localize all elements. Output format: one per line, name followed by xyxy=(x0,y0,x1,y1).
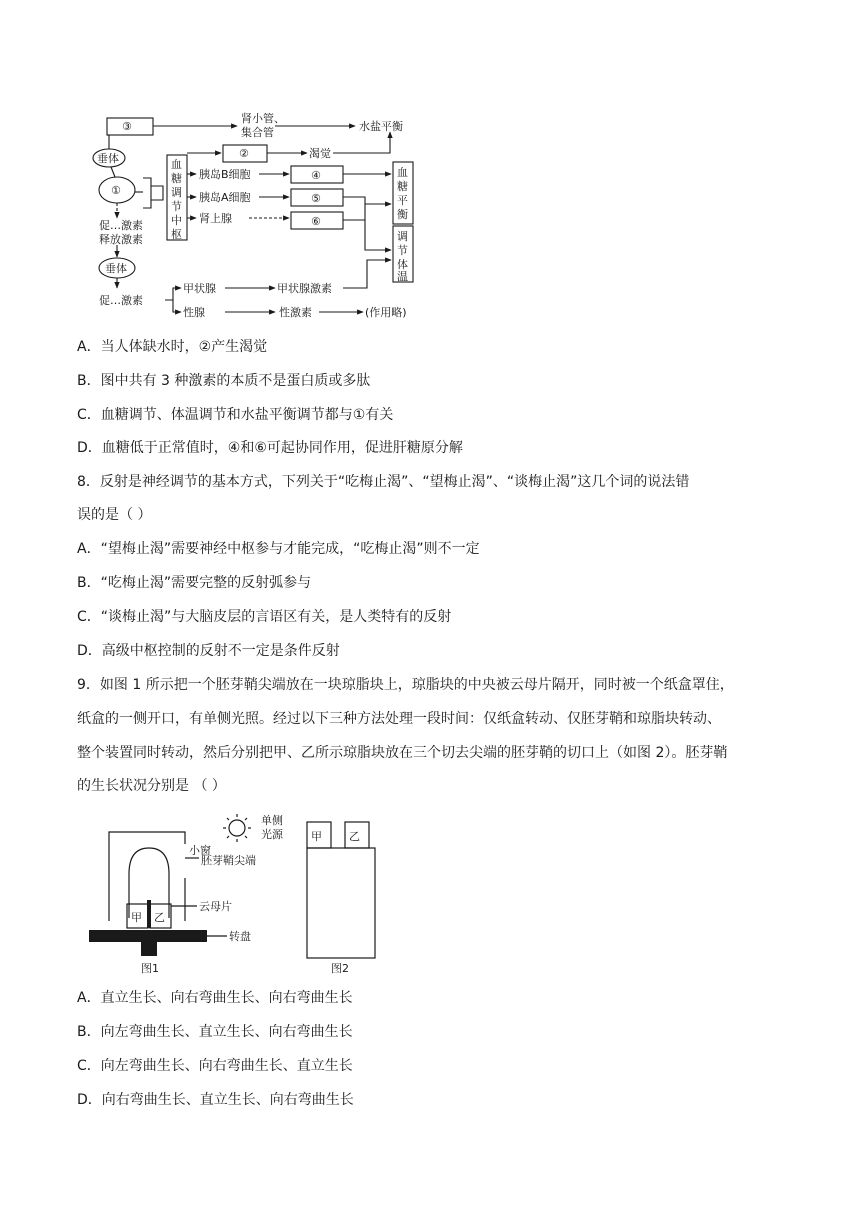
q7-option-c: C．血糖调节、体温调节和水盐平衡调节都与①有关 xyxy=(77,407,394,423)
fig2-jia-label: 甲 xyxy=(311,830,322,843)
light-source-label: 光源 xyxy=(261,828,283,841)
thirst-label: 渴觉 xyxy=(309,147,331,160)
turntable xyxy=(89,930,207,942)
q8-option-a: A．“望梅止渴”需要神经中枢参与才能完成，“吃梅止渴”则不一定 xyxy=(77,541,480,557)
glucose-balance-char-4: 衡 xyxy=(397,208,408,221)
center-char-3: 调 xyxy=(171,186,182,199)
fig1-caption: 图1 xyxy=(141,962,159,975)
temperature-char-3: 体 xyxy=(397,258,408,271)
glucose-balance-char-2: 糖 xyxy=(397,180,408,193)
box-4-label: ④ xyxy=(311,169,321,182)
effect-omitted-label: (作用略) xyxy=(365,306,407,319)
water-salt-balance-label: 水盐平衡 xyxy=(359,120,403,133)
islet-a-label: 胰岛A细胞 xyxy=(199,191,251,204)
window-label: 小窗 xyxy=(189,844,211,857)
glucose-balance-char-1: 血 xyxy=(397,166,408,179)
q9-option-c: C．向左弯曲生长、向右弯曲生长、直立生长 xyxy=(77,1058,353,1074)
sun-icon xyxy=(223,814,251,842)
mica-label: 云母片 xyxy=(199,900,232,913)
q9-stem-line-2: 纸盒的一侧开口，有单侧光照。经过以下三种方法处理一段时间：仅纸盒转动、仅胚芽鞘和琼脂块转动、 xyxy=(77,711,721,727)
q7-option-a: A．当人体缺水时，②产生渴觉 xyxy=(77,339,268,355)
q8-stem-line-1: 8．反射是神经调节的基本方式，下列关于“吃梅止渴”、“望梅止渴”、“谈梅止渴”这几个词的说法错 xyxy=(77,474,690,490)
mica-sheet xyxy=(147,900,151,928)
turntable-label: 转盘 xyxy=(229,930,251,943)
tropic-hormone-label: 促…激素 xyxy=(99,294,143,307)
thyroid-label: 甲状腺 xyxy=(183,282,216,295)
box-5-label: ⑤ xyxy=(311,192,321,205)
decapitated-coleoptile xyxy=(307,848,375,958)
box-6-label: ⑥ xyxy=(311,215,321,228)
agar-jia-label: 甲 xyxy=(131,911,142,924)
q9-option-d: D．向右弯曲生长、直立生长、向右弯曲生长 xyxy=(77,1092,354,1108)
q9-stem-line-1: 9．如图 1 所示把一个胚芽鞘尖端放在一块琼脂块上，琼脂块的中央被云母片隔开，同时被一个纸盒罩住， xyxy=(77,677,734,693)
regulation-flowchart xyxy=(85,100,425,325)
center-char-4: 节 xyxy=(171,200,182,213)
fig2-caption: 图2 xyxy=(331,962,349,975)
q7-option-d: D．血糖低于正常值时，④和⑥可起协同作用，促进肝糖原分解 xyxy=(77,440,463,456)
gonad-label: 性腺 xyxy=(183,306,205,319)
adrenal-label: 肾上腺 xyxy=(199,212,232,225)
q9-stem-line-3: 整个装置同时转动，然后分别把甲、乙所示琼脂块放在三个切去尖端的胚芽鞘的切口上（如图 2）。胚芽鞘 xyxy=(77,745,728,761)
q9-option-a: A．直立生长、向右弯曲生长、向右弯曲生长 xyxy=(77,990,353,1006)
renal-tubule-label-1: 肾小管、 xyxy=(241,112,285,125)
fig2-yi-label: 乙 xyxy=(349,830,360,843)
q9-stem-line-4: 的生长状况分别是 （ ） xyxy=(77,778,226,794)
releasing-hormone-label-2: 释放激素 xyxy=(99,233,143,246)
thyroid-hormone-label: 甲状腺激素 xyxy=(277,282,332,295)
temperature-char-4: 温 xyxy=(397,270,408,283)
q8-option-b: B．“吃梅止渴”需要完整的反射弧参与 xyxy=(77,575,312,591)
islet-b-label: 胰岛B细胞 xyxy=(199,168,251,181)
box-2-label: ② xyxy=(239,147,249,160)
circle-1-label: ① xyxy=(111,184,121,197)
q8-option-c: C．“谈梅止渴”与大脑皮层的言语区有关，是人类特有的反射 xyxy=(77,609,452,625)
releasing-hormone-label-1: 促…激素 xyxy=(99,219,143,232)
pituitary-bottom-label: 垂体 xyxy=(105,262,127,275)
renal-tubule-label-2: 集合管 xyxy=(241,126,274,139)
pituitary-top-label: 垂体 xyxy=(97,152,119,165)
coleoptile-experiment-figure xyxy=(85,808,385,980)
center-char-6: 枢 xyxy=(171,228,182,241)
q8-option-d: D．高级中枢控制的反射不一定是条件反射 xyxy=(77,643,340,659)
center-char-5: 中 xyxy=(171,214,182,227)
coleoptile-tip-label: 胚芽鞘尖端 xyxy=(201,854,256,867)
agar-yi-label: 乙 xyxy=(154,911,165,924)
unilateral-label: 单侧 xyxy=(261,814,283,827)
turntable-axis xyxy=(141,942,157,956)
q8-stem-line-2: 误的是（ ） xyxy=(77,507,152,523)
temperature-char-2: 节 xyxy=(397,244,408,257)
q7-option-b: B．图中共有 3 种激素的本质不是蛋白质或多肽 xyxy=(77,373,371,389)
center-char-2: 糖 xyxy=(171,172,182,185)
center-char-1: 血 xyxy=(171,158,182,171)
q9-option-b: B．向左弯曲生长、直立生长、向右弯曲生长 xyxy=(77,1024,353,1040)
sex-hormone-label: 性激素 xyxy=(279,306,312,319)
box-3-label: ③ xyxy=(122,120,132,133)
glucose-balance-char-3: 平 xyxy=(397,194,408,207)
temperature-char-1: 调 xyxy=(397,230,408,243)
